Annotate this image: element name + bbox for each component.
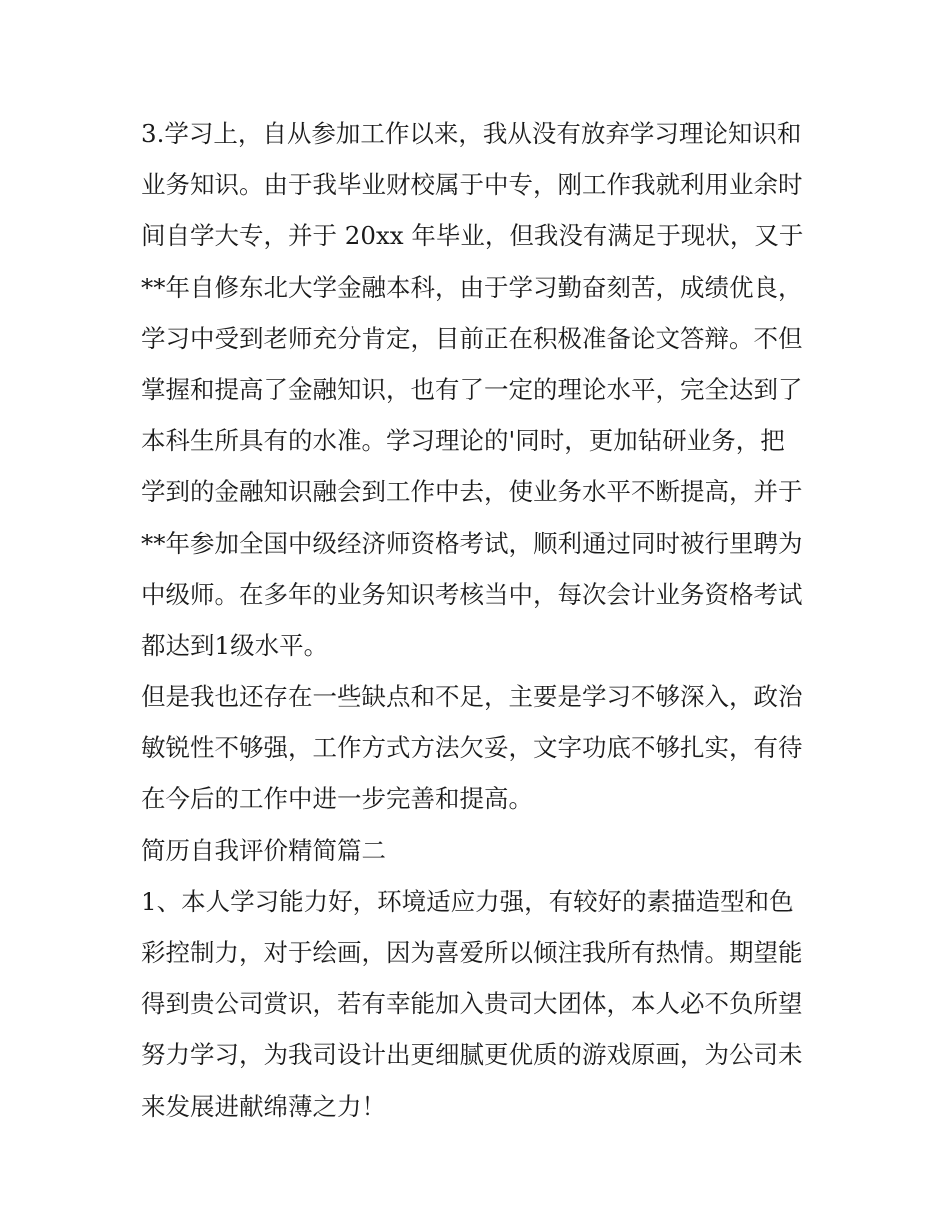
text-line: 业务知识。由于我毕业财校属于中专，刚工作我就利用业余时 [141, 170, 803, 200]
document-body [141, 108, 821, 1132]
text-line: 间自学大专，并于 20xx 年毕业，但我没有满足于现状，又于 [141, 221, 804, 251]
text-line: 本科生所具有的水准。学习理论的'同时，更加钻研业务，把 [141, 426, 785, 456]
text-line: 学习中受到老师充分肯定，目前正在积极准备论文答辩。不但 [141, 323, 803, 353]
text-line: 努力学习，为我司设计出更细腻更优质的游戏原画，为公司未 [141, 1040, 803, 1070]
text-line: 得到贵公司赏识，若有幸能加入贵司大团体，本人必不负所望 [141, 989, 803, 1019]
text-line: 都达到1级水平。 [141, 630, 329, 660]
text-line: 敏锐性不够强，工作方式方法欠妥，文字功底不够扎实，有待 [141, 733, 803, 763]
text-line: 学到的金融知识融会到工作中去，使业务水平不断提高，并于 [141, 477, 803, 507]
text-line: 彩控制力，对于绘画，因为喜爱所以倾注我所有热情。期望能 [141, 938, 803, 967]
section-heading: 简历自我评价精简篇二 [141, 835, 386, 865]
text-line: 但是我也还存在一些缺点和不足，主要是学习不够深入，政治 [141, 682, 803, 712]
text-line: 3.学习上，自从参加工作以来，我从没有放弃学习理论知识和 [141, 119, 802, 148]
text-line: 中级师。在多年的业务知识考核当中，每次会计业务资格考试 [141, 579, 803, 609]
text-line: 来发展进献绵薄之力！ [141, 1091, 386, 1121]
text-line: **年自修东北大学金融本科，由于学习勤奋刻苦，成绩优良， [141, 272, 803, 302]
text-line: 掌握和提高了金融知识，也有了一定的理论水平，完全达到了 [141, 374, 803, 404]
text-line: 1、本人学习能力好，环境适应力强，有较好的素描造型和色 [141, 886, 794, 916]
text-line: **年参加全国中级经济师资格考试，顺利通过同时被行里聘为 [141, 528, 803, 558]
text-line: 在今后的工作中进一步完善和提高。 [141, 784, 533, 814]
